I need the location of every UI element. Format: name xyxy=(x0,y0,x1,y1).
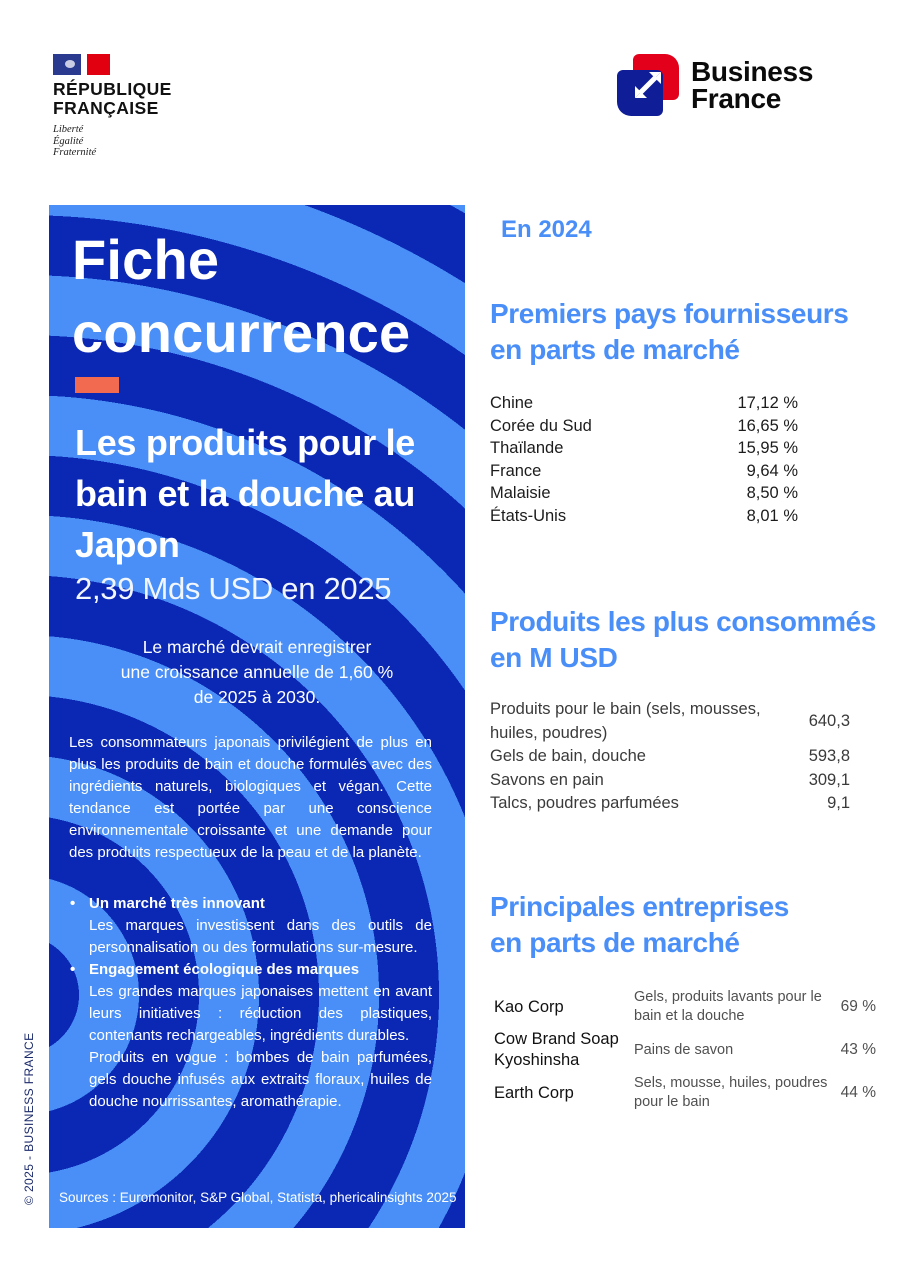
product-label: Gels de bain, douche xyxy=(490,747,646,765)
key-point xyxy=(69,893,432,959)
country: Corée du Sud xyxy=(490,416,592,435)
growth-line1: Le marché devrait enregistrer xyxy=(142,637,372,657)
business-france-mark-icon xyxy=(617,54,679,116)
suppliers-heading-line2: en parts de marché xyxy=(490,334,740,365)
product-label: Savons en pain xyxy=(490,770,604,789)
diagonal-arrows-icon xyxy=(635,72,661,98)
business-france-logo xyxy=(617,54,813,116)
key-point-text: Les grandes marques japonaises mettent en avant leurs initiatives : réduction des plastiques, contenants rechargeables, ingrédients durables. xyxy=(89,983,432,1044)
suppliers-heading-line1: Premiers pays fournisseurs xyxy=(490,298,849,329)
table-row xyxy=(490,698,850,745)
product-value: 309,1 xyxy=(808,770,850,789)
company-share: 69 % xyxy=(840,998,876,1015)
companies-table xyxy=(490,986,880,1114)
table-row xyxy=(490,1028,880,1072)
growth-statement xyxy=(69,635,445,710)
rf-name-line2: FRANÇAISE xyxy=(53,98,159,118)
key-points-list xyxy=(69,893,432,1113)
suppliers-table xyxy=(490,392,798,527)
bf-line2: France xyxy=(691,83,782,114)
share: 16,65 % xyxy=(737,416,798,435)
motto-egalite: Égalité xyxy=(53,135,84,147)
bf-line1: Business xyxy=(691,56,814,87)
share: 17,12 % xyxy=(737,394,798,412)
table-row xyxy=(490,415,798,438)
table-row xyxy=(490,986,880,1028)
companies-heading xyxy=(490,889,789,961)
market-value: 2,39 Mds USD en 2025 xyxy=(75,571,392,606)
growth-line2: une croissance annuelle de 1,60 % xyxy=(120,662,394,682)
table-row xyxy=(490,437,798,460)
products-table xyxy=(490,698,850,816)
key-point-text: Les marques investissent dans des outils de personnalisation ou des formulations sur-mesure. xyxy=(89,917,432,956)
company-products: Gels, produits lavants pour le bain et la douche xyxy=(634,989,822,1024)
motto-fraternite: Fraternité xyxy=(53,147,97,158)
products-heading-line1: Produits les plus consommés xyxy=(490,606,876,637)
share: 15,95 % xyxy=(737,439,798,457)
page-title xyxy=(72,223,410,369)
company-products: Sels, mousse, huiles, poudres pour le bain xyxy=(634,1075,828,1110)
page-subtitle: Les produits pour le bain et la douche au Japon xyxy=(75,422,416,565)
company-name: Earth Corp xyxy=(494,1083,574,1102)
key-point xyxy=(69,959,432,1113)
summary-panel xyxy=(49,205,465,1228)
product-label: Talcs, poudres parfumées xyxy=(490,794,679,812)
growth-line3: de 2025 à 2030. xyxy=(193,687,321,707)
table-row xyxy=(490,460,798,483)
company-name: Kao Corp xyxy=(494,997,564,1016)
suppliers-heading xyxy=(490,296,848,368)
share: 9,64 % xyxy=(746,461,798,480)
table-row xyxy=(490,792,850,816)
table-row xyxy=(490,482,798,505)
republique-francaise-logo xyxy=(53,54,203,159)
rf-motto xyxy=(53,124,203,159)
country: Malaisie xyxy=(490,484,551,502)
product-value: 593,8 xyxy=(808,747,850,765)
key-point-title: Engagement écologique des marques xyxy=(89,961,360,978)
year-label: En 2024 xyxy=(501,216,592,243)
products-heading-line2: en M USD xyxy=(490,642,618,673)
product-label: Produits pour le bain (sels, mousses, huiles, poudres) xyxy=(490,700,761,742)
products-heading xyxy=(490,604,876,676)
country: États-Unis xyxy=(490,506,567,525)
table-row xyxy=(490,745,850,769)
accent-divider xyxy=(75,377,119,393)
product-value: 640,3 xyxy=(808,711,850,730)
bullet-icon: • xyxy=(70,961,76,978)
title-line2: concurrence xyxy=(72,301,411,364)
sources-note: Sources : Euromonitor, S&P Global, Statista, phericalinsights 2025 xyxy=(59,1190,457,1205)
company-share: 44 % xyxy=(840,1084,876,1101)
key-point-text-2: Produits en vogue : bombes de bain parfumées, gels douche infusés aux extraits floraux, huiles de douche nourrissantes, aromathérapie. xyxy=(89,1049,432,1110)
product-value: 9,1 xyxy=(827,794,850,812)
company-products: Pains de savon xyxy=(634,1041,734,1058)
copyright-note: © 2025 - BUSINESS FRANCE xyxy=(22,1032,36,1205)
company-name: Cow Brand Soap Kyoshinsha xyxy=(494,1030,619,1069)
key-point-title: Un marché très innovant xyxy=(89,895,265,912)
company-share: 43 % xyxy=(840,1041,876,1058)
motto-liberte: Liberté xyxy=(53,124,84,135)
share: 8,01 % xyxy=(746,506,798,525)
country: Thaïlande xyxy=(490,439,564,457)
trend-paragraph: Les consommateurs japonais privilégient de plus en plus les produits de bain et douche formulés avec des ingrédients naturels, biologiques et végan. Cette tendance est portée par une conscience environnementale croissante et une demande pour des produits respectueux de la peau et de la planète. xyxy=(69,734,432,861)
companies-heading-line2: en parts de marché xyxy=(490,927,740,958)
title-line1: Fiche xyxy=(72,228,220,291)
table-row xyxy=(490,1072,880,1114)
table-row xyxy=(490,392,798,415)
business-france-wordmark xyxy=(691,58,813,112)
rf-name-line1: RÉPUBLIQUE xyxy=(53,79,172,99)
country: Chine xyxy=(490,394,534,412)
companies-heading-line1: Principales entreprises xyxy=(490,891,789,922)
table-row xyxy=(490,769,850,793)
table-row xyxy=(490,505,798,528)
country: France xyxy=(490,461,542,480)
marianne-flag-icon xyxy=(53,54,110,75)
share: 8,50 % xyxy=(746,484,798,502)
bullet-icon: • xyxy=(70,895,76,912)
